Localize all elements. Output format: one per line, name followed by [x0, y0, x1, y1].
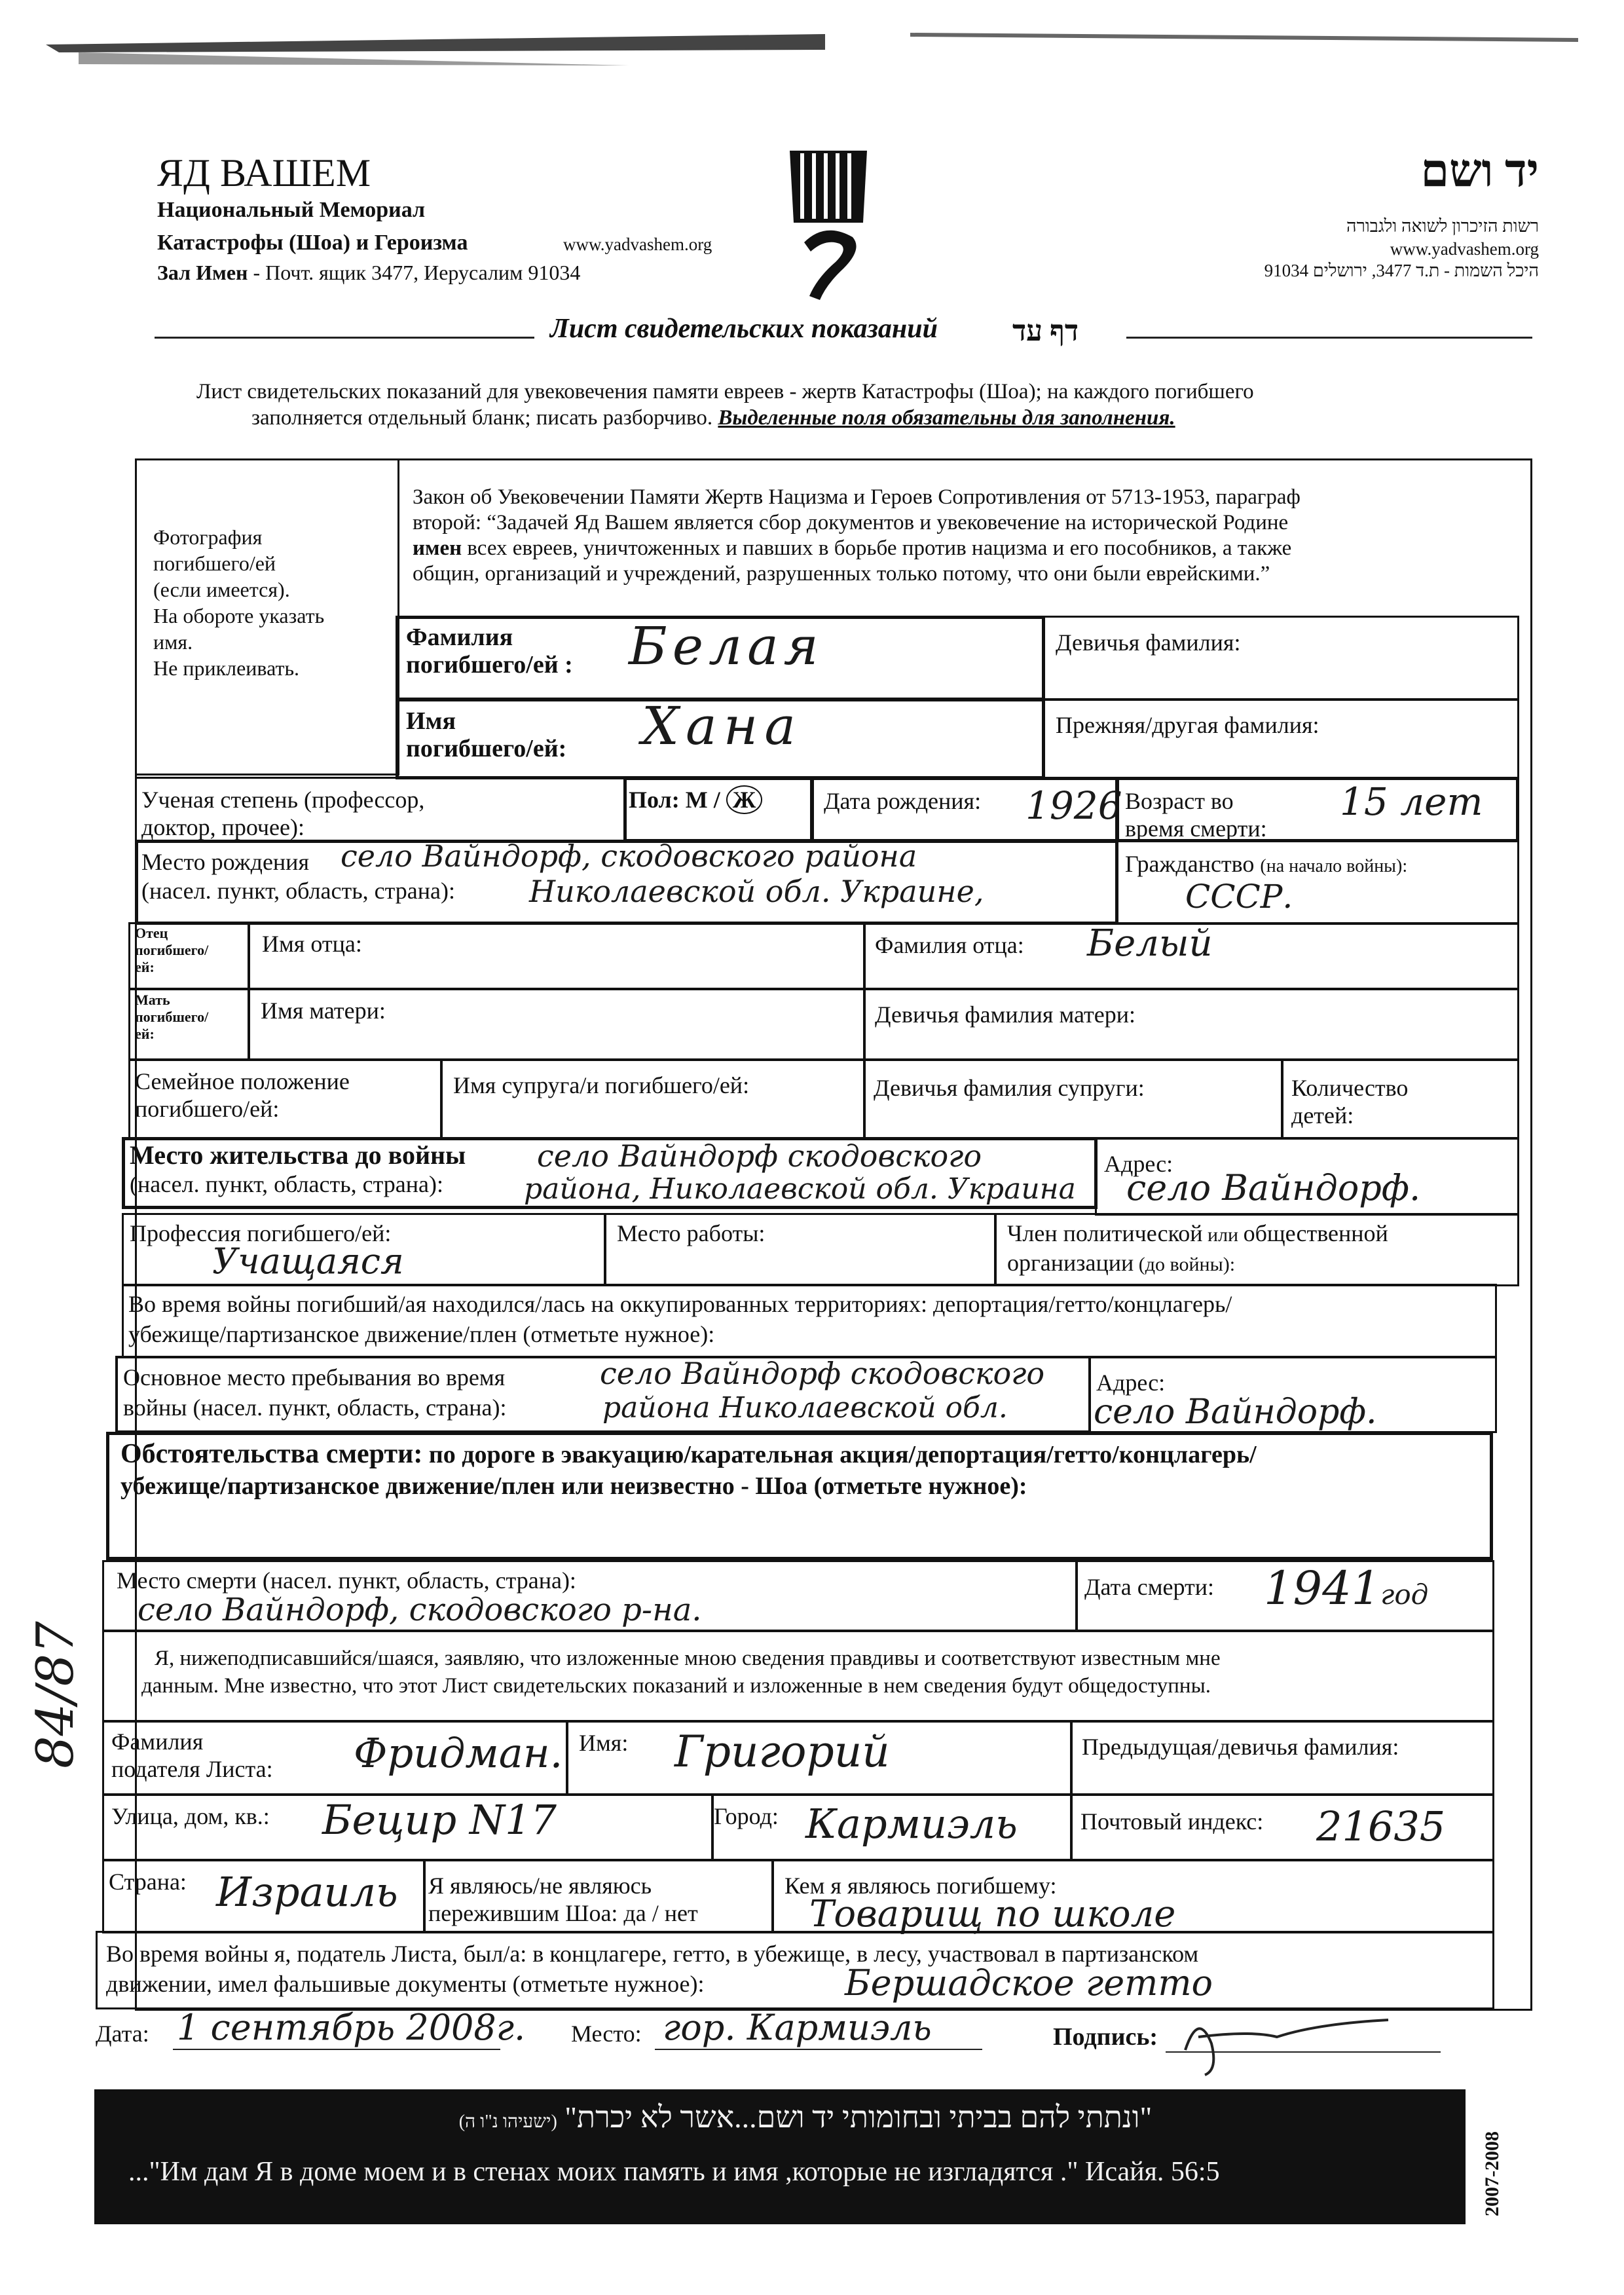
form-title-he: דף עד	[1012, 315, 1079, 347]
member-label	[1007, 1220, 1388, 1278]
org-line3-ru	[157, 261, 580, 285]
circumstances-label	[120, 1438, 1257, 1502]
form-title: Лист свидетельских показаний	[550, 314, 938, 344]
hall-of-names-label: Зал Имен	[157, 261, 248, 284]
deathplace-label: Место смерти (насел. пункт, область, страна):	[117, 1567, 576, 1594]
children-label-line1: Количество	[1291, 1075, 1409, 1101]
submitter-war-line2: движении, имел фальшивые документы (отметьте нужное):	[106, 1971, 705, 1997]
surname-label	[406, 624, 573, 679]
city-label: Город:	[714, 1803, 779, 1829]
law-line: Закон об Увековечении Памяти Жертв Нацизма и Героев Сопротивления от 5713-1953, параграф	[413, 485, 1301, 509]
spouse-maiden-label: Девичья фамилия супруги:	[874, 1075, 1145, 1101]
signature-label: Подпись:	[1053, 2023, 1158, 2051]
children-label	[1291, 1074, 1408, 1129]
street-label: Улица, дом, кв.:	[111, 1803, 270, 1829]
residence-label	[130, 1141, 466, 1199]
deathdate-suffix: год	[1380, 1578, 1429, 1611]
footer-quote-ru: ..."Им дам Я в доме моем и в стенах моих память и имя ,которые не изгладятся ." Исайя. 56:5	[128, 2157, 1220, 2187]
spouse-field[interactable]	[440, 1058, 866, 1140]
mainplace-label-line2: войны (насел. пункт, область, страна):	[123, 1394, 507, 1421]
residence-value-line1: село Вайндорф скодовского	[537, 1138, 982, 1174]
photo-note-line: (если имеется).	[153, 578, 290, 601]
wartime-label-line1: Во время войны погибший/ая находился/лась на оккупированных территориях: депортация/гетто/концлагерь/	[128, 1291, 1232, 1317]
surname-label-line1: Фамилия	[406, 624, 513, 651]
wartime-label-line2: убежище/партизанское движение/плен (отметьте нужное):	[128, 1321, 715, 1347]
intro-line2-text: заполняется отдельный бланк; писать разборчиво.	[251, 406, 718, 430]
children-label-line2: детей:	[1291, 1102, 1354, 1129]
marital-label	[135, 1068, 350, 1123]
footer-quote-he-ref: (ישעיהו נ"ו ה)	[458, 2112, 557, 2132]
marital-label-line1: Семейное положение	[135, 1068, 350, 1094]
father-surname-value: Белый	[1087, 922, 1213, 965]
prev-surname-field[interactable]	[1043, 698, 1519, 779]
org-line2-ru: Катастрофы (Шоа) и Героизма	[157, 231, 468, 255]
father-surname-label: Фамилия отца:	[875, 932, 1024, 958]
mother-side-line: погибшего/	[135, 1009, 209, 1025]
residence-address-label: Адрес:	[1104, 1151, 1173, 1177]
age-label	[1125, 787, 1267, 842]
submitter-surname-value: Фридман.	[354, 1729, 563, 1777]
member-label-line1	[1007, 1220, 1388, 1249]
law-line: общин, организаций и учреждений, разрушенных только потому, что они были еврейскими.”	[413, 562, 1270, 586]
photo-note-line: Не приклеивать.	[153, 656, 300, 680]
wartime-label	[128, 1289, 1232, 1349]
law-text	[413, 485, 1301, 587]
footer-quote-he	[262, 2100, 1349, 2135]
spouse-label: Имя супруга/и погибшего/ей:	[453, 1072, 750, 1098]
deathplace-value: село Вайндорф, скодовского р-на.	[138, 1592, 702, 1628]
degree-label	[141, 786, 424, 841]
mainplace-value-line2: района Николаевской обл.	[602, 1391, 1008, 1425]
father-side-line: ей:	[135, 959, 155, 975]
mainplace-value-line1: село Вайндорф скодовского	[600, 1356, 1045, 1391]
photo-note-line: погибшего/ей	[153, 551, 276, 575]
mother-side-line: Мать	[135, 992, 170, 1008]
zip-label: Почтовый индекс:	[1080, 1808, 1264, 1835]
scan-top-shadow	[39, 26, 1585, 65]
declaration-line1: Я, нижеподписавшийся/шаяся, заявляю, что изложенные мною сведения правдивы и соответствуют известным мне	[155, 1647, 1221, 1670]
law-bold-word: имен	[413, 536, 462, 560]
name-label-line2: погибшего/ей:	[406, 735, 567, 762]
mainplace-label-line1: Основное место пребывания во время	[123, 1364, 506, 1390]
country-label: Страна:	[109, 1869, 187, 1895]
submitter-war-line1: Во время войны я, податель Листа, был/а: в концлагере, гетто, в убежище, в лесу, участвовал в партизанском	[106, 1941, 1199, 1967]
mainplace-address-value: село Вайндорф.	[1094, 1392, 1377, 1432]
org-line1-ru: Национальный Мемориал	[157, 198, 426, 222]
marital-label-line2: погибшего/ей:	[135, 1096, 280, 1122]
submitter-name-value: Григорий	[674, 1726, 890, 1777]
place-line	[655, 2049, 982, 2050]
street-value: Бецир N17	[322, 1796, 557, 1844]
residence-address-value: село Вайндорф.	[1126, 1167, 1421, 1208]
submitter-name-label: Имя:	[579, 1730, 629, 1756]
relation-label: Кем я являюсь погибшему:	[784, 1873, 1057, 1899]
citizenship-label	[1125, 850, 1407, 880]
title-rule-left	[155, 337, 534, 339]
circumstances-title: Обстоятельства смерти:	[120, 1439, 423, 1469]
mandatory-fields-note: Выделенные поля обязательны для заполнения.	[718, 406, 1175, 430]
relation-value: Товарищ по школе	[809, 1893, 1176, 1935]
margin-note: 84/87	[26, 1621, 85, 1768]
mother-side-line: ей:	[135, 1026, 155, 1042]
deathdate-value	[1264, 1561, 1428, 1615]
workplace-label: Место работы:	[617, 1220, 766, 1246]
place-value: гор. Кармиэль	[663, 2007, 932, 2048]
residence-value-line2: района, Николаевской обл. Украина	[524, 1172, 1076, 1206]
birth-date-value: 1926	[1025, 783, 1122, 828]
father-name-label: Имя отца:	[262, 931, 362, 957]
submitter-prev-label: Предыдущая/девичья фамилия:	[1082, 1734, 1399, 1760]
residence-label-line2: (насел. пункт, область, страна):	[130, 1171, 444, 1197]
photo-note	[153, 524, 324, 681]
member-label-line2	[1007, 1249, 1388, 1278]
degree-label-line2: доктор, прочее):	[141, 814, 304, 840]
hall-address: - Почт. ящик 3477, Иерусалим 91034	[248, 261, 581, 284]
zip-value: 21635	[1316, 1802, 1446, 1850]
photo-note-line: имя.	[153, 630, 193, 654]
survivor-label-line1: Я являюсь/не являюсь	[428, 1873, 652, 1899]
residence-label-line1: Место жительства до войны	[130, 1140, 466, 1170]
circumstances-label-line1	[120, 1438, 1257, 1470]
photo-note-line: Фотография	[153, 525, 263, 549]
citizenship-value: СССР.	[1185, 878, 1293, 916]
submitter-surname-line2: подателя Листа:	[111, 1756, 273, 1782]
birthplace-value-line2: Николаевской обл. Украине,	[529, 874, 984, 909]
prev-surname-label: Прежняя/другая фамилия:	[1056, 712, 1320, 738]
mother-name-label: Имя матери:	[261, 998, 386, 1024]
member-label-part: Член политической	[1007, 1220, 1203, 1246]
mother-side-label	[135, 992, 208, 1043]
date-label: Дата:	[96, 2021, 149, 2047]
father-side-label	[135, 925, 208, 976]
date-line	[173, 2049, 500, 2050]
submitter-surname-line1: Фамилия	[111, 1728, 204, 1755]
org-line2-he: היכל השמות - ת.ד 3477, ירושלים 91034	[1264, 261, 1539, 280]
footer-years: 2007-2008	[1481, 2131, 1503, 2216]
intro-line1: Лист свидетельских показаний для увековечения памяти евреев - жертв Катастрофы (Шоа); на каждого погибшего	[196, 380, 1254, 403]
circumstances-label-line2: убежище/партизанское движение/плен или неизвестно - Шоа (отметьте нужное):	[120, 1472, 1027, 1500]
survivor-label-line2: пережившим Шоа: да / нет	[428, 1900, 698, 1926]
member-label-part: общественной	[1243, 1220, 1388, 1246]
member-label-note: (до войны):	[1134, 1254, 1236, 1275]
mainplace-label	[123, 1362, 507, 1423]
submitter-war-value: Бершадское гетто	[845, 1962, 1213, 2004]
degree-label-line1: Ученая степень (профессор,	[141, 787, 425, 813]
law-line: второй: “Задачей Яд Вашем является сбор документов и увековечение на исторической Родине	[413, 511, 1289, 534]
deathdate-year: 1941	[1264, 1561, 1381, 1615]
surname-label-line2: погибшего/ей :	[406, 651, 573, 679]
intro-line2	[251, 406, 1175, 430]
citizenship-label-text: Гражданство	[1125, 851, 1255, 877]
org-title-ru: ЯД ВАШЕМ	[157, 151, 371, 195]
title-rule-right	[1126, 337, 1532, 339]
name-value: Хана	[642, 696, 803, 756]
org-line1-he: רשות הזיכרון לשואה ולגבורה	[1346, 216, 1539, 236]
citizenship-note: (на начало войны):	[1260, 856, 1408, 876]
url-right: www.yadvashem.org	[1390, 239, 1539, 259]
father-side-line: погибшего/	[135, 942, 209, 958]
birth-date-label: Дата рождения:	[824, 788, 982, 814]
menorah-logo-icon	[786, 144, 871, 301]
submitter-surname-label	[111, 1728, 273, 1783]
survivor-label	[428, 1872, 698, 1927]
member-label-or: или	[1202, 1224, 1244, 1246]
country-value: Израиль	[216, 1868, 398, 1916]
org-title-he: יד ושם	[1420, 146, 1539, 196]
photo-note-line: На обороте указать	[153, 604, 325, 627]
url-left: www.yadvashem.org	[563, 234, 712, 254]
handwritten-signature-icon	[1172, 2004, 1408, 2076]
birthplace-label-line1: Место рождения	[141, 849, 310, 875]
member-label-part: организации	[1007, 1250, 1134, 1276]
city-value: Кармиэль	[805, 1800, 1018, 1848]
age-value: 15 лет	[1340, 779, 1483, 824]
surname-value: Белая	[629, 616, 824, 677]
law-line	[413, 536, 1301, 561]
scan-shadow-shape	[39, 26, 1585, 65]
declaration-line2: данным. Мне известно, что этот Лист свидетельских показаний и изложенные в нем сведения будут общедоступны.	[141, 1674, 1211, 1698]
mainplace-address-label: Адрес:	[1096, 1370, 1166, 1396]
father-side-line: Отец	[135, 925, 168, 941]
sex-options-text: Пол: М /	[629, 787, 720, 813]
yad-vashem-logo	[786, 144, 871, 301]
name-label	[406, 707, 566, 762]
sex-label	[629, 786, 762, 813]
profession-value: Учащаяся	[212, 1241, 404, 1282]
signature-mark	[1172, 2004, 1408, 2076]
footer-quote-he-text: "ונתתי להם בביתי ובחומותי יד ושם...אשר לא יכרת"	[564, 2100, 1153, 2134]
birthplace-value-line1: село Вайндорф, скодовского района	[341, 838, 917, 874]
profession-label: Профессия погибшего/ей:	[130, 1220, 392, 1246]
sex-female-circled: Ж	[726, 785, 763, 814]
law-line-rest: всех евреев, уничтоженных и павших в борьбе против нацизма и его пособников, а также	[462, 536, 1292, 560]
mother-maiden-label: Девичья фамилия матери:	[875, 1001, 1136, 1028]
circumstances-options1: по дороге в эвакуацию/карательная акция/депортация/гетто/концлагерь/	[422, 1441, 1257, 1468]
maiden-name-label: Девичья фамилия:	[1056, 629, 1241, 656]
birthplace-label-line2: (насел. пункт, область, страна):	[141, 878, 456, 904]
age-label-line2: время смерти:	[1125, 815, 1267, 842]
age-label-line1: Возраст во	[1125, 788, 1234, 814]
place-label: Место:	[571, 2021, 642, 2047]
name-label-line1: Имя	[406, 707, 456, 735]
date-value: 1 сентябрь 2008г.	[177, 2007, 526, 2048]
deathdate-label: Дата смерти:	[1084, 1574, 1215, 1600]
